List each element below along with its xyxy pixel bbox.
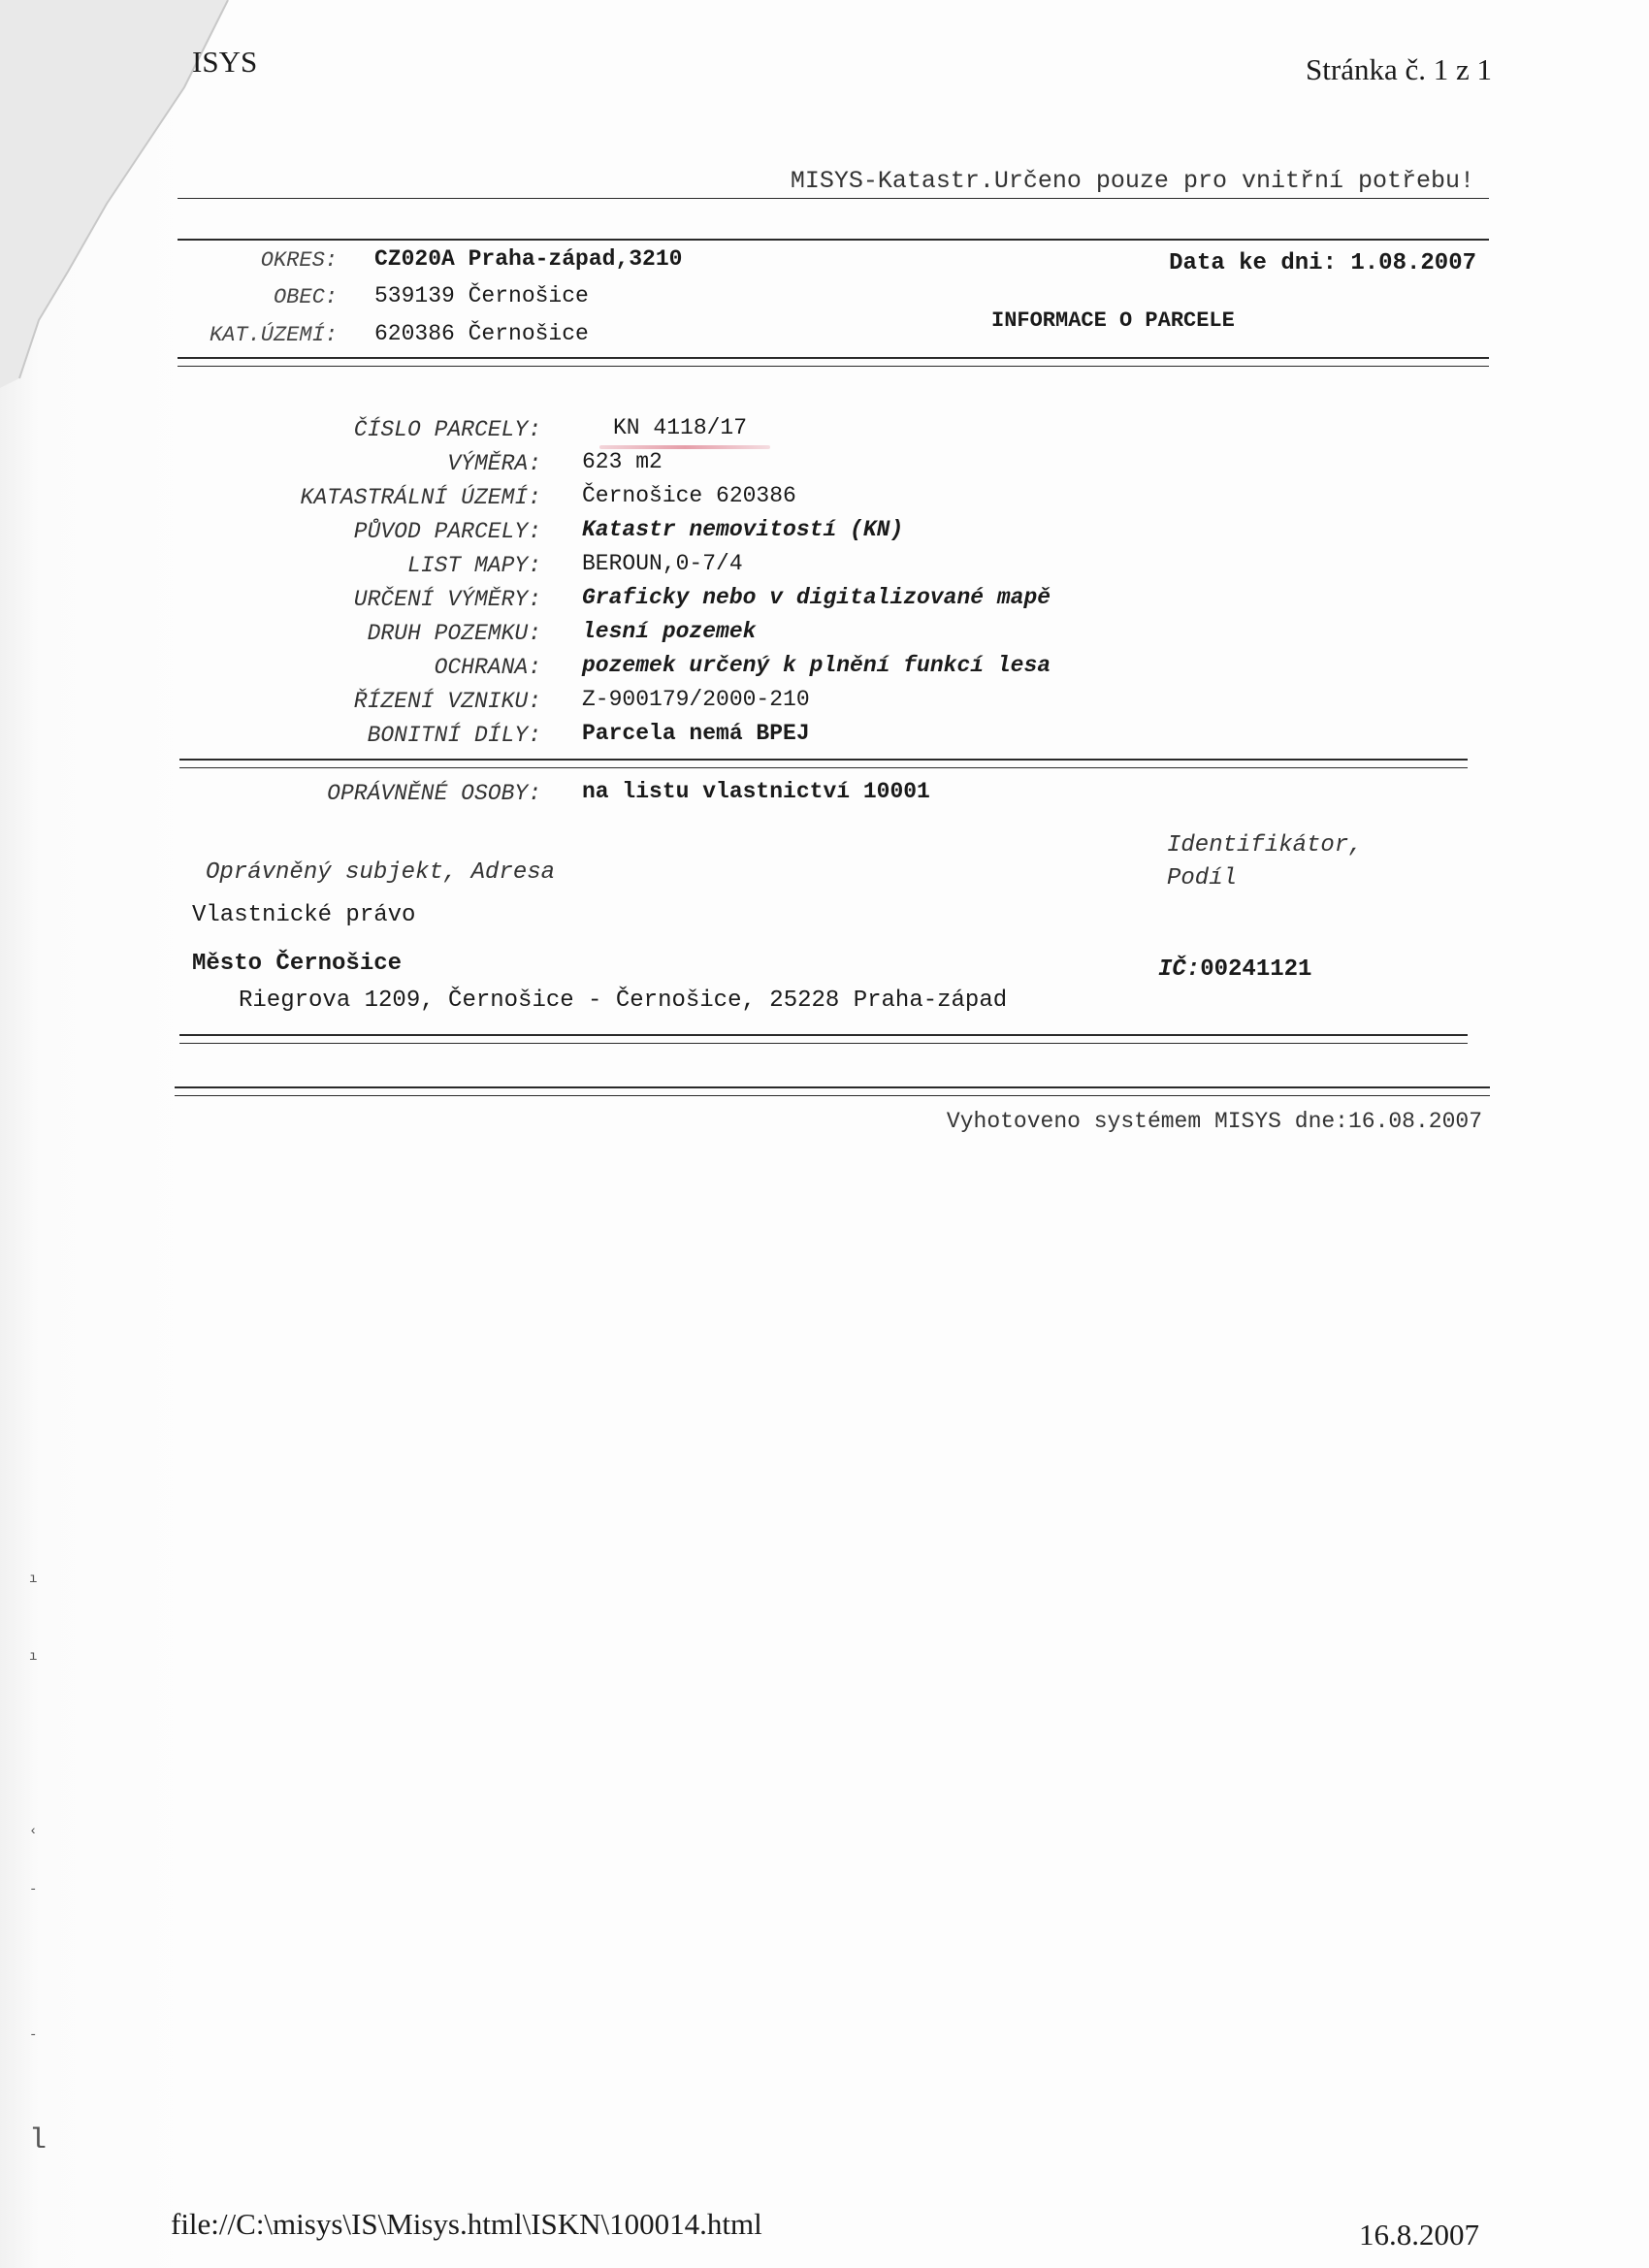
owner-address: Riegrova 1209, Černošice - Černošice, 25228 Praha-západ [239,988,1008,1014]
parcel-rule-1 [179,759,1468,761]
header-bottom-rule-2 [178,366,1489,367]
field-value-druh-pozemku: lesní pozemek [582,619,757,644]
obec-value: 539139 Černošice [374,283,589,308]
col-header-share: Podíl [1167,865,1238,891]
page-counter: Stránka č. 1 z 1 [1306,52,1492,86]
field-label-bonitni-dily: BONITNÍ DÍLY: [367,723,541,748]
col-header-subject: Oprávněný subjekt, Adresa [206,859,556,886]
margin-mark: ı [29,1571,38,1587]
okres-label: OKRES: [260,248,338,273]
authorized-persons-value: na listu vlastnictví 10001 [582,779,930,804]
right-type: Vlastnické právo [192,902,416,928]
owner-ic-label: IČ: [1158,956,1201,983]
field-label-urceni-vymery: URČENÍ VÝMĚRY: [353,587,541,612]
margin-mark: - [29,1882,38,1897]
owner-rule-2 [179,1043,1468,1044]
authorized-persons-label: OPRÁVNĚNÉ OSOBY: [327,781,541,806]
footer-rule-2 [175,1095,1490,1096]
col-header-identifier: Identifikátor, [1167,832,1363,859]
data-date: Data ke dni: 1.08.2007 [1169,250,1476,276]
margin-mark: l [29,2124,48,2157]
owner-name: Město Černošice [192,951,403,977]
internal-use-notice: MISYS-Katastr.Určeno pouze pro vnitřní potřebu! [790,167,1474,195]
field-label-vymera: VÝMĚRA: [447,451,541,476]
margin-mark: ‹ [29,1824,38,1839]
field-value-puvod-parcely: Katastr nemovitostí (KN) [582,517,904,542]
field-label-cislo-parcely: ČÍSLO PARCELY: [353,417,541,442]
kat-uzemi-label: KAT.ÚZEMÍ: [209,323,338,347]
file-path: file://C:\misys\IS\Misys.html\ISKN\100014.html [171,2207,762,2241]
header-top-rule [178,239,1489,241]
margin-mark: ı [29,1649,38,1665]
field-value-ochrana: pozemek určený k plnění funkcí lesa [582,653,1051,678]
footer-rule-1 [175,1086,1490,1088]
field-value-katastralni-uzemi: Černošice 620386 [582,483,796,508]
field-label-list-mapy: LIST MAPY: [406,553,541,578]
kat-uzemi-value: 620386 Černošice [374,321,589,346]
field-label-rizeni-vzniku: ŘÍZENÍ VZNIKU: [353,689,541,714]
field-value-urceni-vymery: Graficky nebo v digitalizované mapě [582,585,1051,610]
field-value-vymera: 623 m2 [582,449,663,474]
margin-mark: - [29,2027,38,2043]
parcel-rule-2 [179,767,1468,768]
field-value-bonitni-dily: Parcela nemá BPEJ [582,721,810,746]
field-label-druh-pozemku: DRUH POZEMKU: [367,621,541,646]
header-bottom-rule-1 [178,357,1489,359]
field-value-rizeni-vzniku: Z-900179/2000-210 [582,687,810,712]
field-value-list-mapy: BEROUN,0-7/4 [582,551,743,576]
app-name: ISYS [192,45,258,79]
owner-ic-value: 00241121 [1200,956,1312,983]
owner-ic [1158,956,1311,983]
generated-note: Vyhotoveno systémem MISYS dne:16.08.2007 [946,1109,1482,1134]
print-date: 16.8.2007 [1359,2218,1479,2252]
field-label-ochrana: OCHRANA: [434,655,541,680]
okres-value: CZ020A Praha-západ,3210 [374,246,683,272]
field-value-cislo-parcely: KN 4118/17 [613,415,748,440]
obec-label: OBEC: [273,285,338,309]
field-label-puvod-parcely: PŮVOD PARCELY: [353,519,541,544]
field-label-katastralni-uzemi: KATASTRÁLNÍ ÚZEMÍ: [300,485,541,510]
info-title: INFORMACE O PARCELE [991,308,1235,333]
owner-rule-1 [179,1034,1468,1036]
notice-rule [178,198,1489,199]
